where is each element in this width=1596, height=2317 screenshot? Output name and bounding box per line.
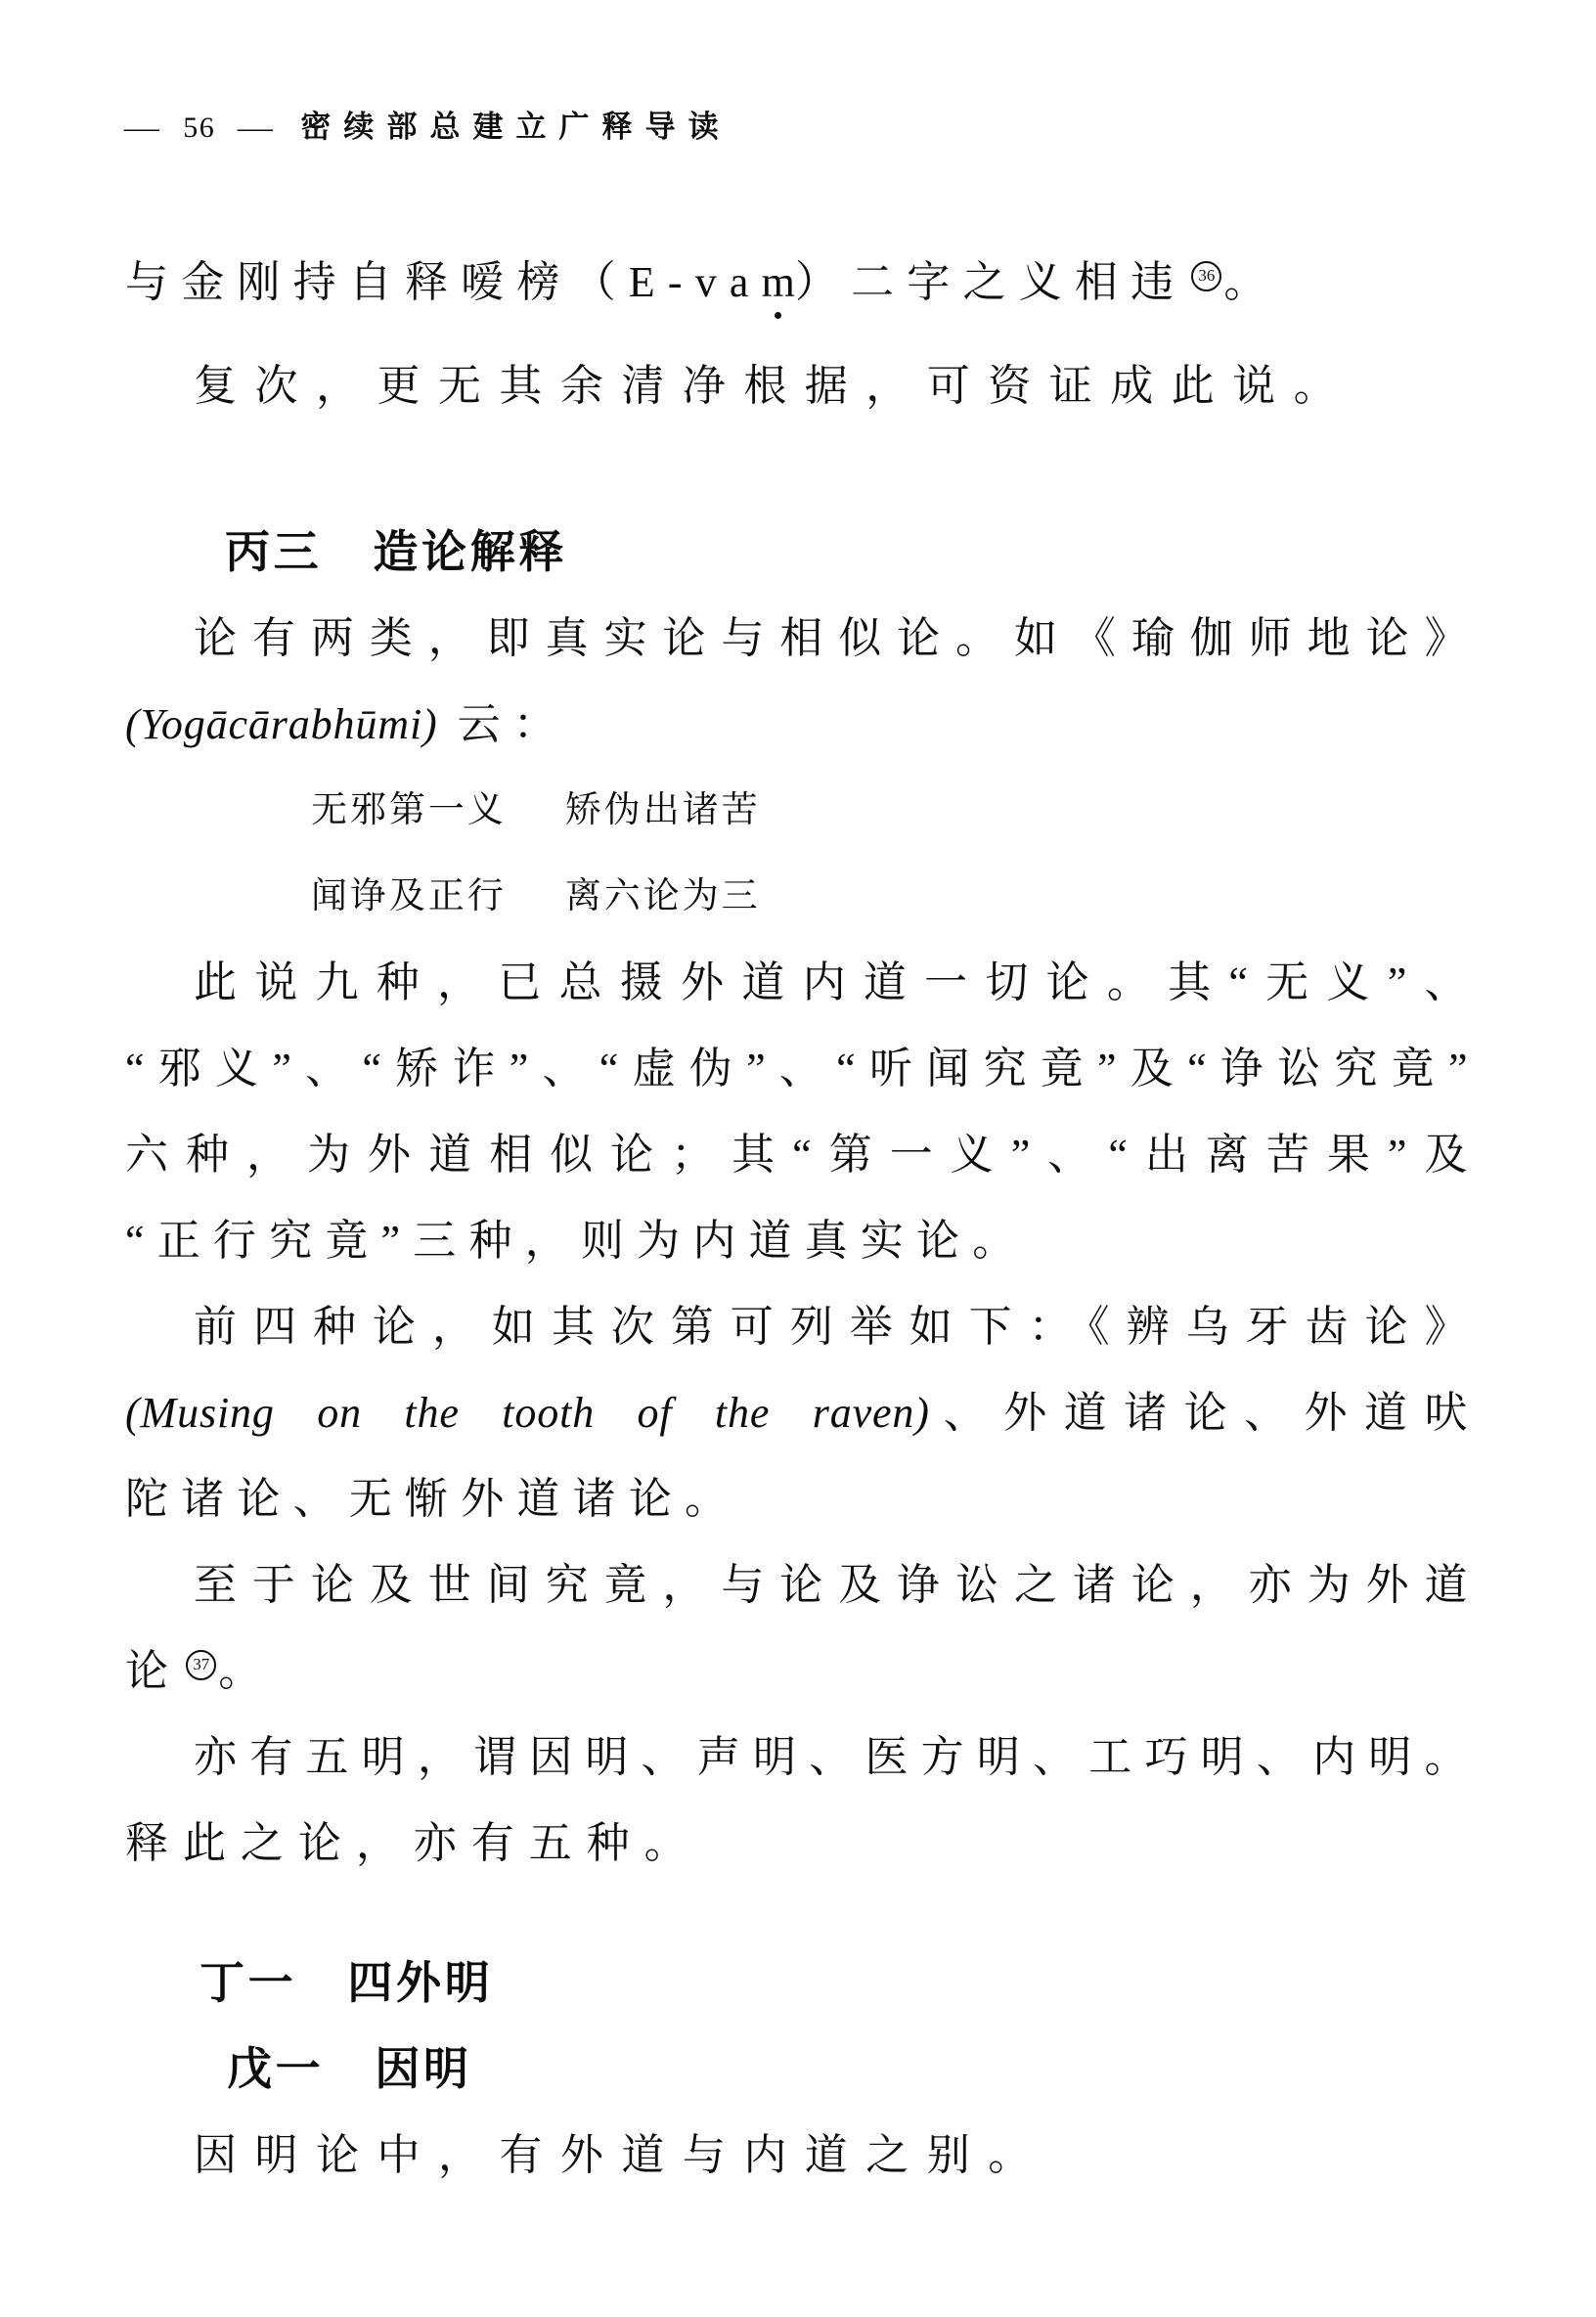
para-worldly-line2	[125, 1628, 1471, 1715]
p1-period: 。	[1223, 258, 1280, 306]
para-four-treatises-line2	[125, 1370, 1471, 1456]
p6-text: 论	[125, 1647, 182, 1695]
heading-title: 因明	[375, 2044, 472, 2094]
heading-number: 丙三	[225, 527, 323, 577]
verse-line-1	[125, 768, 1471, 854]
section-heading-wu1	[125, 2027, 1471, 2113]
para-nine-kinds-line3: 六种，为外道相似论；其“第一义”、“出离苦果”及	[125, 1131, 1471, 1179]
para-fuci-line: 复次，更无其余清净根据，可资证成此说。	[194, 362, 1355, 410]
para-five-sciences-line1: 亦有五明，谓因明、声明、医方明、工巧明、内明。	[194, 1733, 1471, 1781]
verse-hemistich-1b: 矫伪出诸苦	[564, 790, 761, 830]
para-lun-types-line2	[125, 682, 1471, 768]
para-lun-types-line1: 论有两类，即真实论与相似论。如《瑜伽师地论》	[194, 614, 1471, 662]
verse-line-2	[125, 854, 1471, 940]
para-four-treatises-line1: 前四种论，如其次第可列举如下：《辨乌牙齿论》	[194, 1303, 1471, 1351]
p1-text-post: ）二字之义相违	[794, 258, 1187, 306]
verse-hemistich-1a: 无邪第一义	[311, 790, 507, 830]
para-five-sciences-line2: 释此之论，亦有五种。	[125, 1819, 702, 1867]
heading-title: 四外明	[347, 1958, 494, 2008]
page-body	[125, 240, 1471, 2199]
para-four-treatises-line3: 陀诸论、无惭外道诸论。	[125, 1475, 741, 1523]
evam-m-with-underdot: m	[761, 258, 795, 306]
musing-latin: (Musing on the tooth of the raven)	[125, 1389, 930, 1437]
para-worldly-line1: 至于论及世间究竟，与论及诤讼之诸论，亦为外道	[194, 1561, 1471, 1609]
para-yinming-line: 因明论中，有外道与内道之别。	[194, 2131, 1049, 2179]
yogacarabhumi-latin: (Yogācārabhūmi)	[125, 700, 438, 748]
header-dash-right: —	[238, 111, 275, 144]
header-dash-left: —	[123, 111, 161, 144]
heading-number: 丁一	[200, 1958, 297, 2008]
para-nine-kinds-line2: “邪义”、“矫诈”、“虚伪”、“听闻究竟”及“诤讼究竟”	[125, 1045, 1471, 1092]
heading-number: 戊一	[227, 2044, 325, 2094]
after-latin-text: 云：	[457, 700, 569, 748]
para-evam-line	[125, 240, 1471, 326]
p1-text-pre: 与金刚持自释嗳榜（E-va	[125, 258, 762, 306]
para-four-treatises-line2-cn: 、外道诸论、外道吠	[929, 1389, 1471, 1437]
page-number: 56	[183, 111, 216, 144]
book-title: 密续部总建立广释导读	[300, 110, 732, 144]
page-header	[123, 102, 732, 146]
section-heading-bing3	[125, 510, 1471, 596]
para-nine-kinds-line4: “正行究竟”三种，则为内道真实论。	[125, 1217, 1029, 1265]
para-nine-kinds-line1: 此说九种，已总摄外道内道一切论。其“无义”、	[194, 958, 1471, 1006]
footnote-ref-37: 37	[186, 1650, 216, 1680]
section-heading-ding1	[125, 1940, 1471, 2027]
p6-period: 。	[218, 1647, 275, 1695]
footnote-ref-36: 36	[1191, 261, 1221, 291]
heading-title: 造论解释	[373, 527, 568, 577]
verse-hemistich-2b: 离六论为三	[564, 876, 761, 916]
verse-hemistich-2a: 闻诤及正行	[311, 876, 507, 916]
